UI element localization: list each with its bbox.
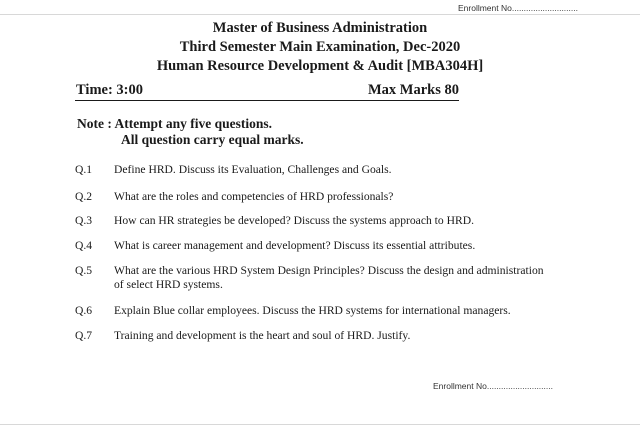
question-text: Explain Blue collar employees. Discuss the HRD systems for international managers. (114, 304, 511, 317)
question-number: Q.2 (75, 190, 93, 203)
question-number: Q.1 (75, 163, 93, 176)
question-number: Q.5 (75, 264, 93, 277)
instruction-note-2: All question carry equal marks. (121, 132, 304, 147)
question-number: Q.3 (75, 214, 93, 227)
exam-title: Third Semester Main Examination, Dec-2020 (179, 39, 461, 55)
page-divider-top (0, 14, 640, 15)
enrollment-number-top: Enrollment No............................ (458, 3, 578, 13)
question-text: Training and development is the heart and soul of HRD. Justify. (114, 329, 411, 342)
subject-title: Human Resource Development & Audit [MBA304H] (156, 58, 484, 74)
instruction-note: Note : Attempt any five questions. (77, 116, 272, 131)
enrollment-number-bottom: Enrollment No............................ (433, 381, 553, 391)
question-number: Q.6 (75, 304, 93, 317)
question-text: What are the various HRD System Design Principles? Discuss the design and administration of select HRD systems. (114, 264, 544, 291)
exam-meta-row (75, 82, 459, 101)
question-number: Q.4 (75, 239, 93, 252)
question-text: How can HR strategies be developed? Discuss the systems approach to HRD. (114, 214, 474, 227)
question-text: What are the roles and competencies of HRD professionals? (114, 190, 394, 203)
question-text: What is career management and development? Discuss its essential attributes. (114, 239, 476, 252)
question-number: Q.7 (75, 329, 93, 342)
program-title: Master of Business Administration (212, 20, 428, 36)
exam-time: Time: 3:00 (76, 82, 143, 98)
max-marks: Max Marks 80 (367, 82, 459, 98)
page-divider-bottom (0, 424, 640, 425)
question-text: Define HRD. Discuss its Evaluation, Challenges and Goals. (114, 163, 392, 176)
